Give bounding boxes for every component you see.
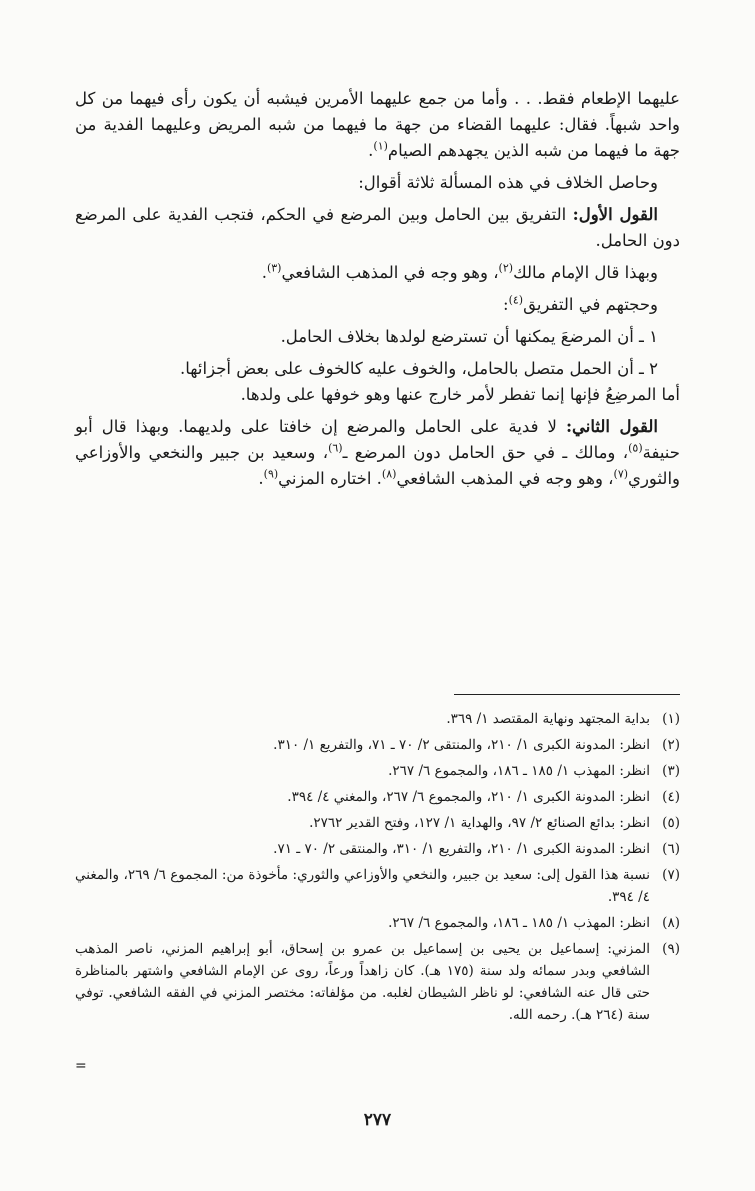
paragraph (75, 86, 680, 164)
paragraph-text: ، وهو وجه في المذهب الشافعي (396, 469, 614, 488)
footnotes (75, 708, 680, 1030)
footnote-ref: (٤) (508, 293, 524, 307)
footnote-number: (٩) (662, 941, 680, 957)
list-item-text: ١ ـ أن المرضعَ يمكنها أن تسترضع لولدها بخلاف الحامل. (280, 327, 658, 346)
paragraph (75, 260, 680, 286)
paragraph-text: وبهذا قال الإمام مالك (513, 263, 658, 282)
paragraph-text: التفريق بين الحامل وبين المرضع في الحكم، فتجب الفدية على المرضع دون الحامل. (75, 205, 680, 250)
paragraph-text: . (258, 469, 264, 488)
continuation-mark: = (75, 1058, 87, 1074)
footnote-text: انظر: المدونة الكبرى ١/ ٢١٠، والمنتقى ٢/ ٧٠ ـ ٧١، والتفريع ١/ ٣١٠. (273, 737, 650, 753)
footnote (75, 760, 680, 782)
paragraph (75, 356, 680, 382)
footnote-number: (١) (662, 711, 680, 727)
footnote-number: (٢) (662, 737, 680, 753)
paragraph-text: أما المرضِعُ فإنها إنما تفطر لأمر خارج عنها وهو خوفها على ولدها. (240, 385, 680, 404)
footnote (75, 734, 680, 756)
footnote-number: (٨) (662, 915, 680, 931)
paragraph-text: ، وسعيد بن جبير والنخعي والأوزاعي والثوري (75, 443, 680, 488)
footnote (75, 708, 680, 730)
page-number: ٢٧٧ (363, 1110, 392, 1130)
footnote-text: انظر: المدونة الكبرى ١/ ٢١٠، والتفريع ١/ ٣١٠، والمنتقى ٢/ ٧٠ ـ ٧١. (273, 841, 650, 857)
footnote (75, 838, 680, 860)
footnote-text: بداية المجتهد ونهاية المقتصد ١/ ٣٦٩. (446, 711, 650, 727)
footnote (75, 938, 680, 1026)
footnote-number: (٦) (662, 841, 680, 857)
footnote-text: نسبة هذا القول إلى: سعيد بن جبير، والنخعي والأوزاعي والثوري: مأخوذة من: المجموع ٦/ ٢٦٩، والمغني ٤/ ٣٩٤. (75, 867, 650, 905)
footnote (75, 812, 680, 834)
paragraph (75, 414, 680, 492)
footnote-ref: (١) (373, 139, 388, 153)
paragraph (75, 170, 680, 196)
paragraph-text: ، وهو وجه في المذهب الشافعي (281, 263, 499, 282)
footnote-ref: (٦) (328, 441, 343, 455)
paragraph-text: وحجتهم في التفريق (523, 295, 658, 314)
paragraph-text: لا فدية على الحامل والمرضع إن خافتا على ولديهما. وبهذا قال أبو حنيفة (75, 417, 680, 462)
paragraph-text: عليهما الإطعام فقط. . . وأما من جمع عليهما الأمرين فيشبه أن يكون رأى فيهما من كل واحد شبهاً. فقال: عليهما القضاء من جهة ما فيهما من شبه المريض وعليهما الفدية من جهة ما فيهما من شبه الذين يجهدهم الصيام (75, 89, 680, 160)
paragraph (75, 292, 680, 318)
paragraph-text: : (503, 295, 509, 314)
paragraph-text: . (261, 263, 267, 282)
footnote-text: انظر: المهذب ١/ ١٨٥ ـ ١٨٦، والمجموع ٦/ ٢٦٧. (388, 763, 650, 779)
footnote-separator (454, 694, 680, 695)
paragraph (75, 324, 680, 350)
footnote-text: انظر: المهذب ١/ ١٨٥ ـ ١٨٦، والمجموع ٦/ ٢٦٧. (388, 915, 650, 931)
main-text (75, 86, 680, 498)
footnote-ref: (٥) (628, 441, 643, 455)
footnote-ref: (٧) (613, 467, 629, 481)
section-lead: القول الأول: (572, 205, 658, 224)
paragraph-text: . اختاره المزني (278, 469, 382, 488)
footnote-text: انظر: المدونة الكبرى ١/ ٢١٠، والمجموع ٦/ ٢٦٧، والمغني ٤/ ٣٩٤. (287, 789, 650, 805)
footnote-number: (٧) (662, 867, 680, 883)
footnote (75, 864, 680, 908)
list-item-text: ٢ ـ أن الحمل متصل بالحامل، والخوف عليه كالخوف على بعض أجزائها. (180, 359, 658, 378)
footnote-ref: (٩) (263, 467, 279, 481)
paragraph (75, 382, 680, 408)
paragraph-text: . (368, 141, 374, 160)
footnote-text: انظر: بدائع الصنائع ٢/ ٩٧، والهداية ١/ ١٢٧، وفتح القدير ٢٧٦٢. (309, 815, 650, 831)
footnote-ref: (٢) (498, 261, 514, 275)
paragraph-text: ، ومالك ـ في حق الحامل دون المرضع ـ (342, 443, 629, 462)
footnote-text: المزني: إسماعيل بن يحيى بن إسماعيل بن عمرو بن إسحاق، أبو إبراهيم المزني، ناصر المذهب الشافعي وبدر سمائه ولد سنة (١٧٥ هـ). كان زاهداً ورعاً، روى عن الإمام الشافعي واشتهر بالمناظرة حتى قال عنه الشافعي: لو ناظر الشيطان لغلبه. من مؤلفاته: مختصر المزني في الفقه الشافعي. توفي سنة (٢٦٤ هـ). رحمه الله. (75, 941, 650, 1023)
footnote-ref: (٨) (381, 467, 397, 481)
footnote-number: (٤) (662, 789, 680, 805)
section-lead: القول الثاني: (565, 417, 658, 436)
footnote-number: (٣) (662, 763, 680, 779)
footnote-number: (٥) (662, 815, 680, 831)
footnote (75, 912, 680, 934)
paragraph (75, 202, 680, 254)
paragraph-text: وحاصل الخلاف في هذه المسألة ثلاثة أقوال: (358, 173, 658, 192)
footnote (75, 786, 680, 808)
footnote-ref: (٣) (266, 261, 282, 275)
